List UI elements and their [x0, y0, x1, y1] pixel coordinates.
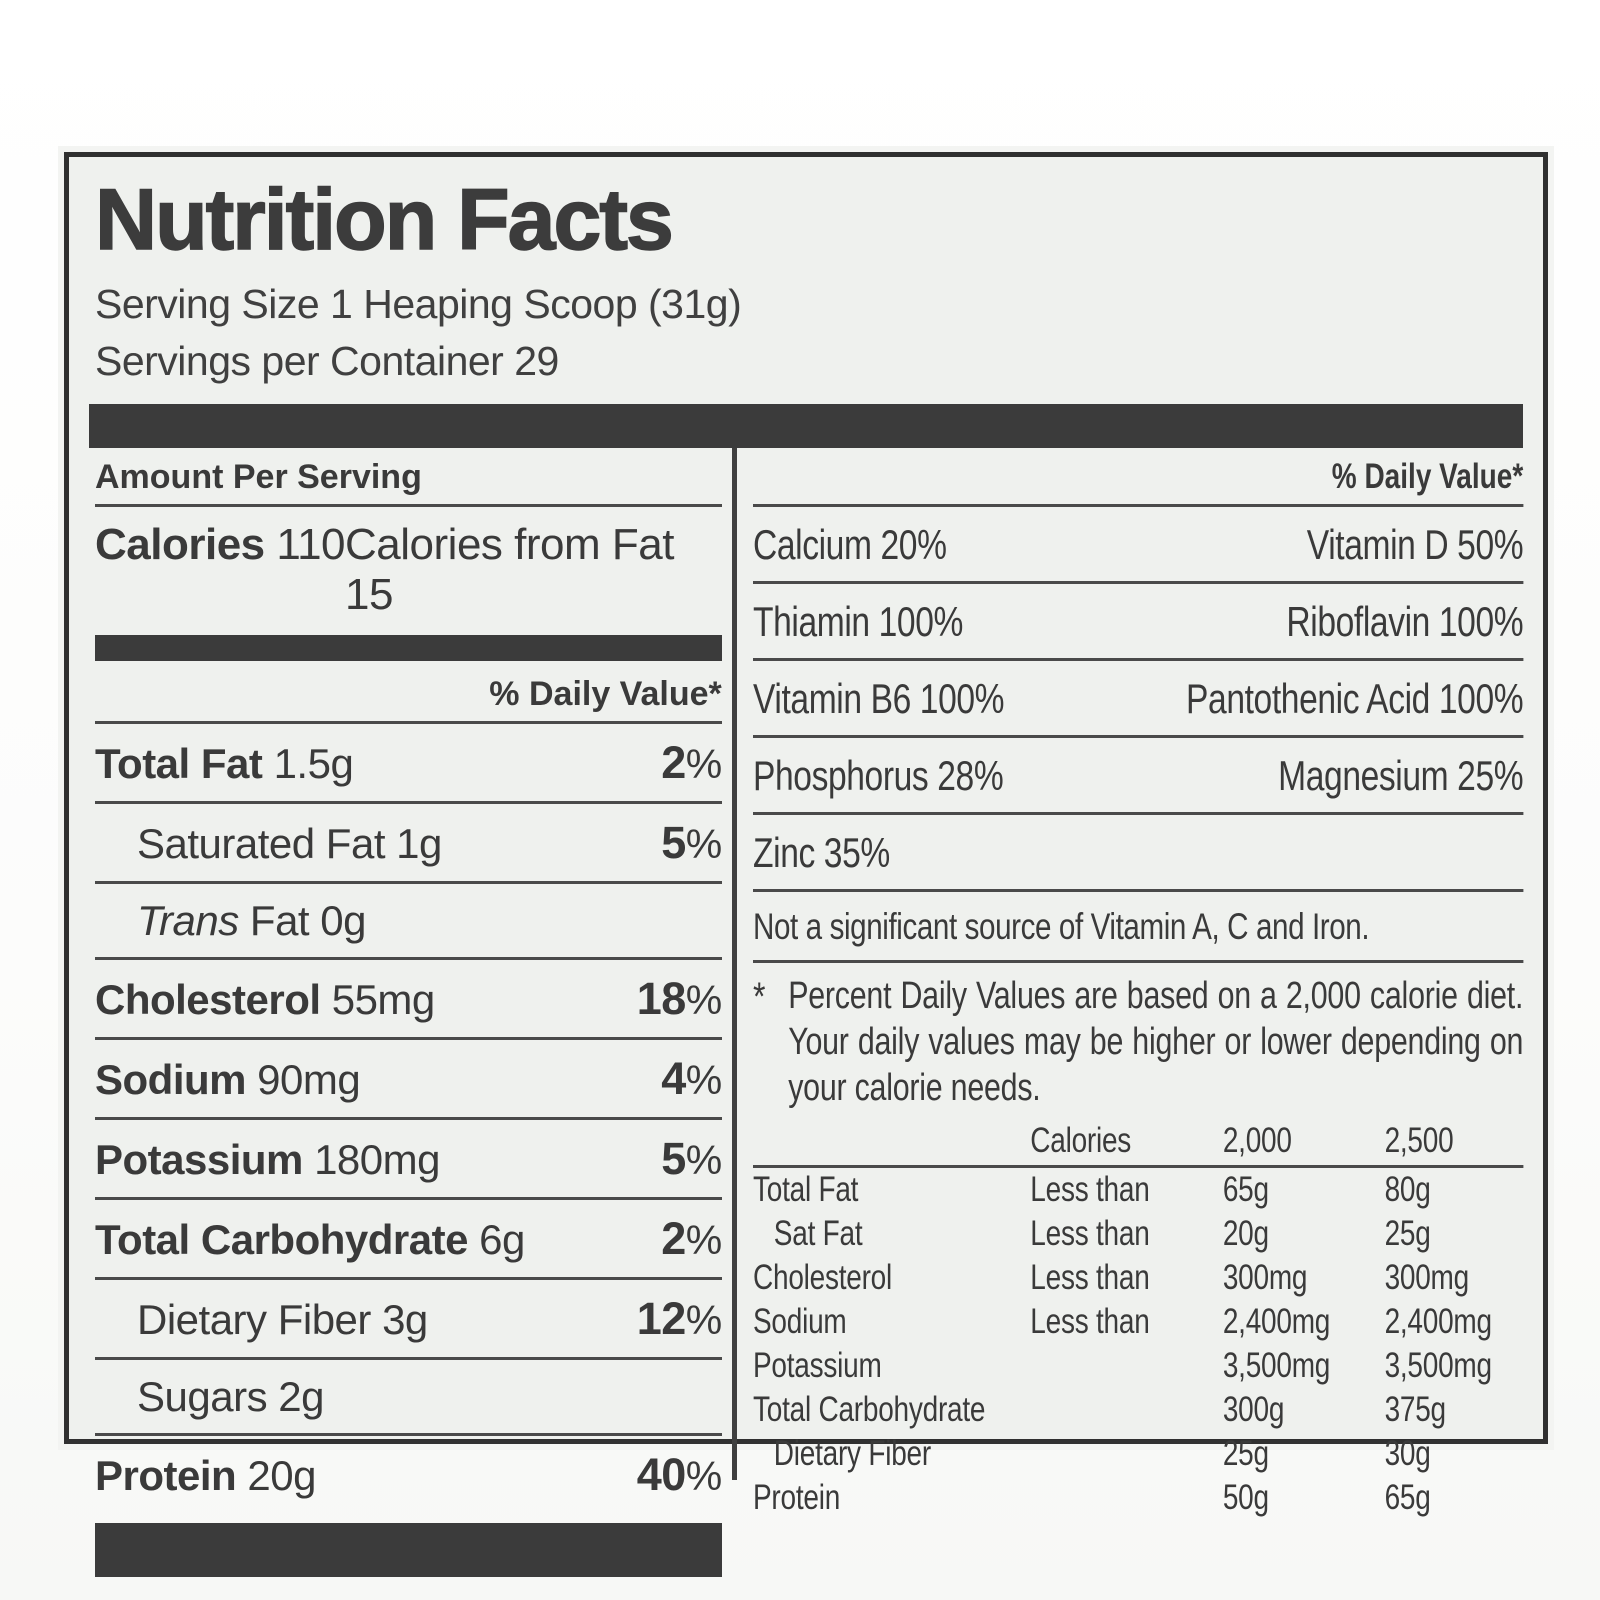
nutrient-row-total-carbohydrate — [95, 1200, 722, 1280]
table-row-total-carbohydrate: Total Carbohydrate 300g 375g — [752, 1390, 1446, 1429]
serving-size-line: Serving Size 1 Heaping Scoop (31g) — [95, 281, 742, 327]
vitamin-left: Calcium 20% — [752, 521, 947, 568]
table-row-sat-fat: Sat Fat Less than 20g 25g — [773, 1214, 1431, 1253]
calories-separator-bar — [95, 635, 722, 661]
nutrient-name: Sugars — [137, 1373, 268, 1420]
calories-label: Calories — [95, 520, 265, 569]
nutrient-amount: 1g — [396, 820, 442, 867]
nutrient-dv: 12% — [636, 1293, 722, 1344]
nutrient-amount: 6g — [479, 1216, 525, 1263]
nutrient-dv: 40% — [636, 1449, 722, 1500]
vitamin-row-phosphorus-magnesium — [753, 738, 1523, 815]
nutrient-name: Total Carbohydrate — [95, 1216, 468, 1263]
right-column-content — [753, 448, 1523, 1520]
nutrient-amount: 20g — [247, 1452, 316, 1499]
vitamin-right: Riboflavin 100% — [1286, 598, 1523, 645]
header-2500: 2,500 — [1384, 1121, 1454, 1160]
calories-amount — [95, 520, 345, 570]
nutrient-dv: 2% — [661, 737, 722, 788]
calories-row — [95, 507, 722, 631]
calories-from-fat: Calories from Fat 15 — [345, 520, 674, 619]
table-row-protein: Protein 50g 65g — [752, 1478, 1431, 1517]
nutrient-row-trans-fat — [95, 884, 722, 960]
nutrient-amount: 55mg — [331, 976, 435, 1023]
nutrient-row-dietary-fiber — [95, 1280, 722, 1360]
nutrient-amount: 3g — [382, 1296, 428, 1343]
nutrient-amount: 1.5g — [273, 740, 354, 787]
nutrient-dv: 18% — [636, 973, 722, 1024]
nutrient-name: Total Fat — [95, 740, 263, 787]
vitamin-row-thiamin-riboflavin — [753, 584, 1523, 661]
table-row-total-fat: Total Fat Less than 65g 80g — [752, 1170, 1431, 1209]
daily-values-table — [753, 1117, 1523, 1520]
right-column — [737, 448, 1523, 1517]
nutrient-row-protein — [95, 1436, 722, 1513]
nutrient-name: Protein — [95, 1452, 237, 1499]
table-row-cholesterol: Cholesterol Less than 300mg 300mg — [752, 1258, 1469, 1297]
amount-per-serving-heading: Amount Per Serving — [95, 448, 722, 507]
nutrient-dv: 5% — [661, 1133, 722, 1184]
nutrient-row-cholesterol — [95, 960, 722, 1040]
daily-value-heading-right: % Daily Value* — [753, 448, 1523, 507]
nutrient-name: Potassium — [95, 1136, 303, 1183]
nutrient-row-sodium — [95, 1040, 722, 1120]
top-separator-bar — [89, 404, 1523, 448]
nutrient-name: Saturated Fat — [137, 820, 385, 867]
footnote-asterisk: * — [752, 975, 765, 1019]
vitamin-row-b6-pantothenic — [753, 661, 1523, 738]
nutrient-name: Trans — [137, 897, 239, 944]
daily-value-footnote — [753, 963, 1523, 1115]
nutrient-name: Sodium — [95, 1056, 246, 1103]
nutrient-amount: 180mg — [314, 1136, 440, 1183]
protein-separator-bar — [95, 1523, 722, 1577]
nutrient-dv: 5% — [661, 817, 722, 868]
nutrient-row-saturated-fat — [95, 804, 722, 884]
vitamin-right: Magnesium 25% — [1277, 752, 1523, 799]
nutrient-row-potassium — [95, 1120, 722, 1200]
calories-value: 110 — [276, 520, 346, 569]
nutrient-amount: Fat 0g — [249, 897, 366, 944]
vitamin-row-zinc — [753, 815, 1523, 892]
nutrient-name: Cholesterol — [95, 976, 321, 1023]
nutrient-row-total-fat — [95, 724, 722, 804]
nutrient-name: Dietary Fiber — [137, 1296, 371, 1343]
nutrient-dv: 4% — [661, 1053, 722, 1104]
vitamin-left: Zinc 35% — [752, 829, 890, 876]
header-calories: Calories — [1030, 1121, 1131, 1160]
daily-values-table-header — [753, 1117, 1523, 1168]
header-2000: 2,000 — [1222, 1121, 1292, 1160]
vitamin-right: Vitamin D 50% — [1306, 521, 1523, 568]
nutrient-dv: 2% — [661, 1213, 722, 1264]
vitamin-right: Pantothenic Acid 100% — [1185, 675, 1523, 722]
servings-per-container-line: Servings per Container 29 — [95, 338, 559, 384]
vitamin-left: Thiamin 100% — [752, 598, 963, 645]
vitamin-left: Phosphorus 28% — [752, 752, 1004, 799]
table-row-dietary-fiber: Dietary Fiber 25g 30g — [773, 1434, 1431, 1473]
nutrient-amount: 90mg — [257, 1056, 361, 1103]
vitamin-row-calcium-vitamin-d — [753, 507, 1523, 584]
footnote-text: Percent Daily Values are based on a 2,000 calorie diet. Your daily values may be higher or lower depending on your calorie needs. — [787, 975, 1523, 1109]
nutrition-facts-label — [64, 152, 1548, 1517]
label-columns — [89, 448, 1523, 1517]
daily-value-heading-left: % Daily Value* — [95, 665, 722, 724]
vitamin-left: Vitamin B6 100% — [752, 675, 1004, 722]
nutrient-row-sugars — [95, 1360, 722, 1436]
table-row-potassium: Potassium 3,500mg 3,500mg — [752, 1346, 1492, 1385]
nutrition-facts-title: Nutrition Facts — [95, 172, 672, 268]
left-column — [89, 448, 732, 1500]
table-row-sodium: Sodium Less than 2,400mg 2,400mg — [752, 1302, 1492, 1341]
nutrient-amount: 2g — [278, 1373, 324, 1420]
not-significant-note: Not a significant source of Vitamin A, C and Iron. — [753, 892, 1523, 963]
